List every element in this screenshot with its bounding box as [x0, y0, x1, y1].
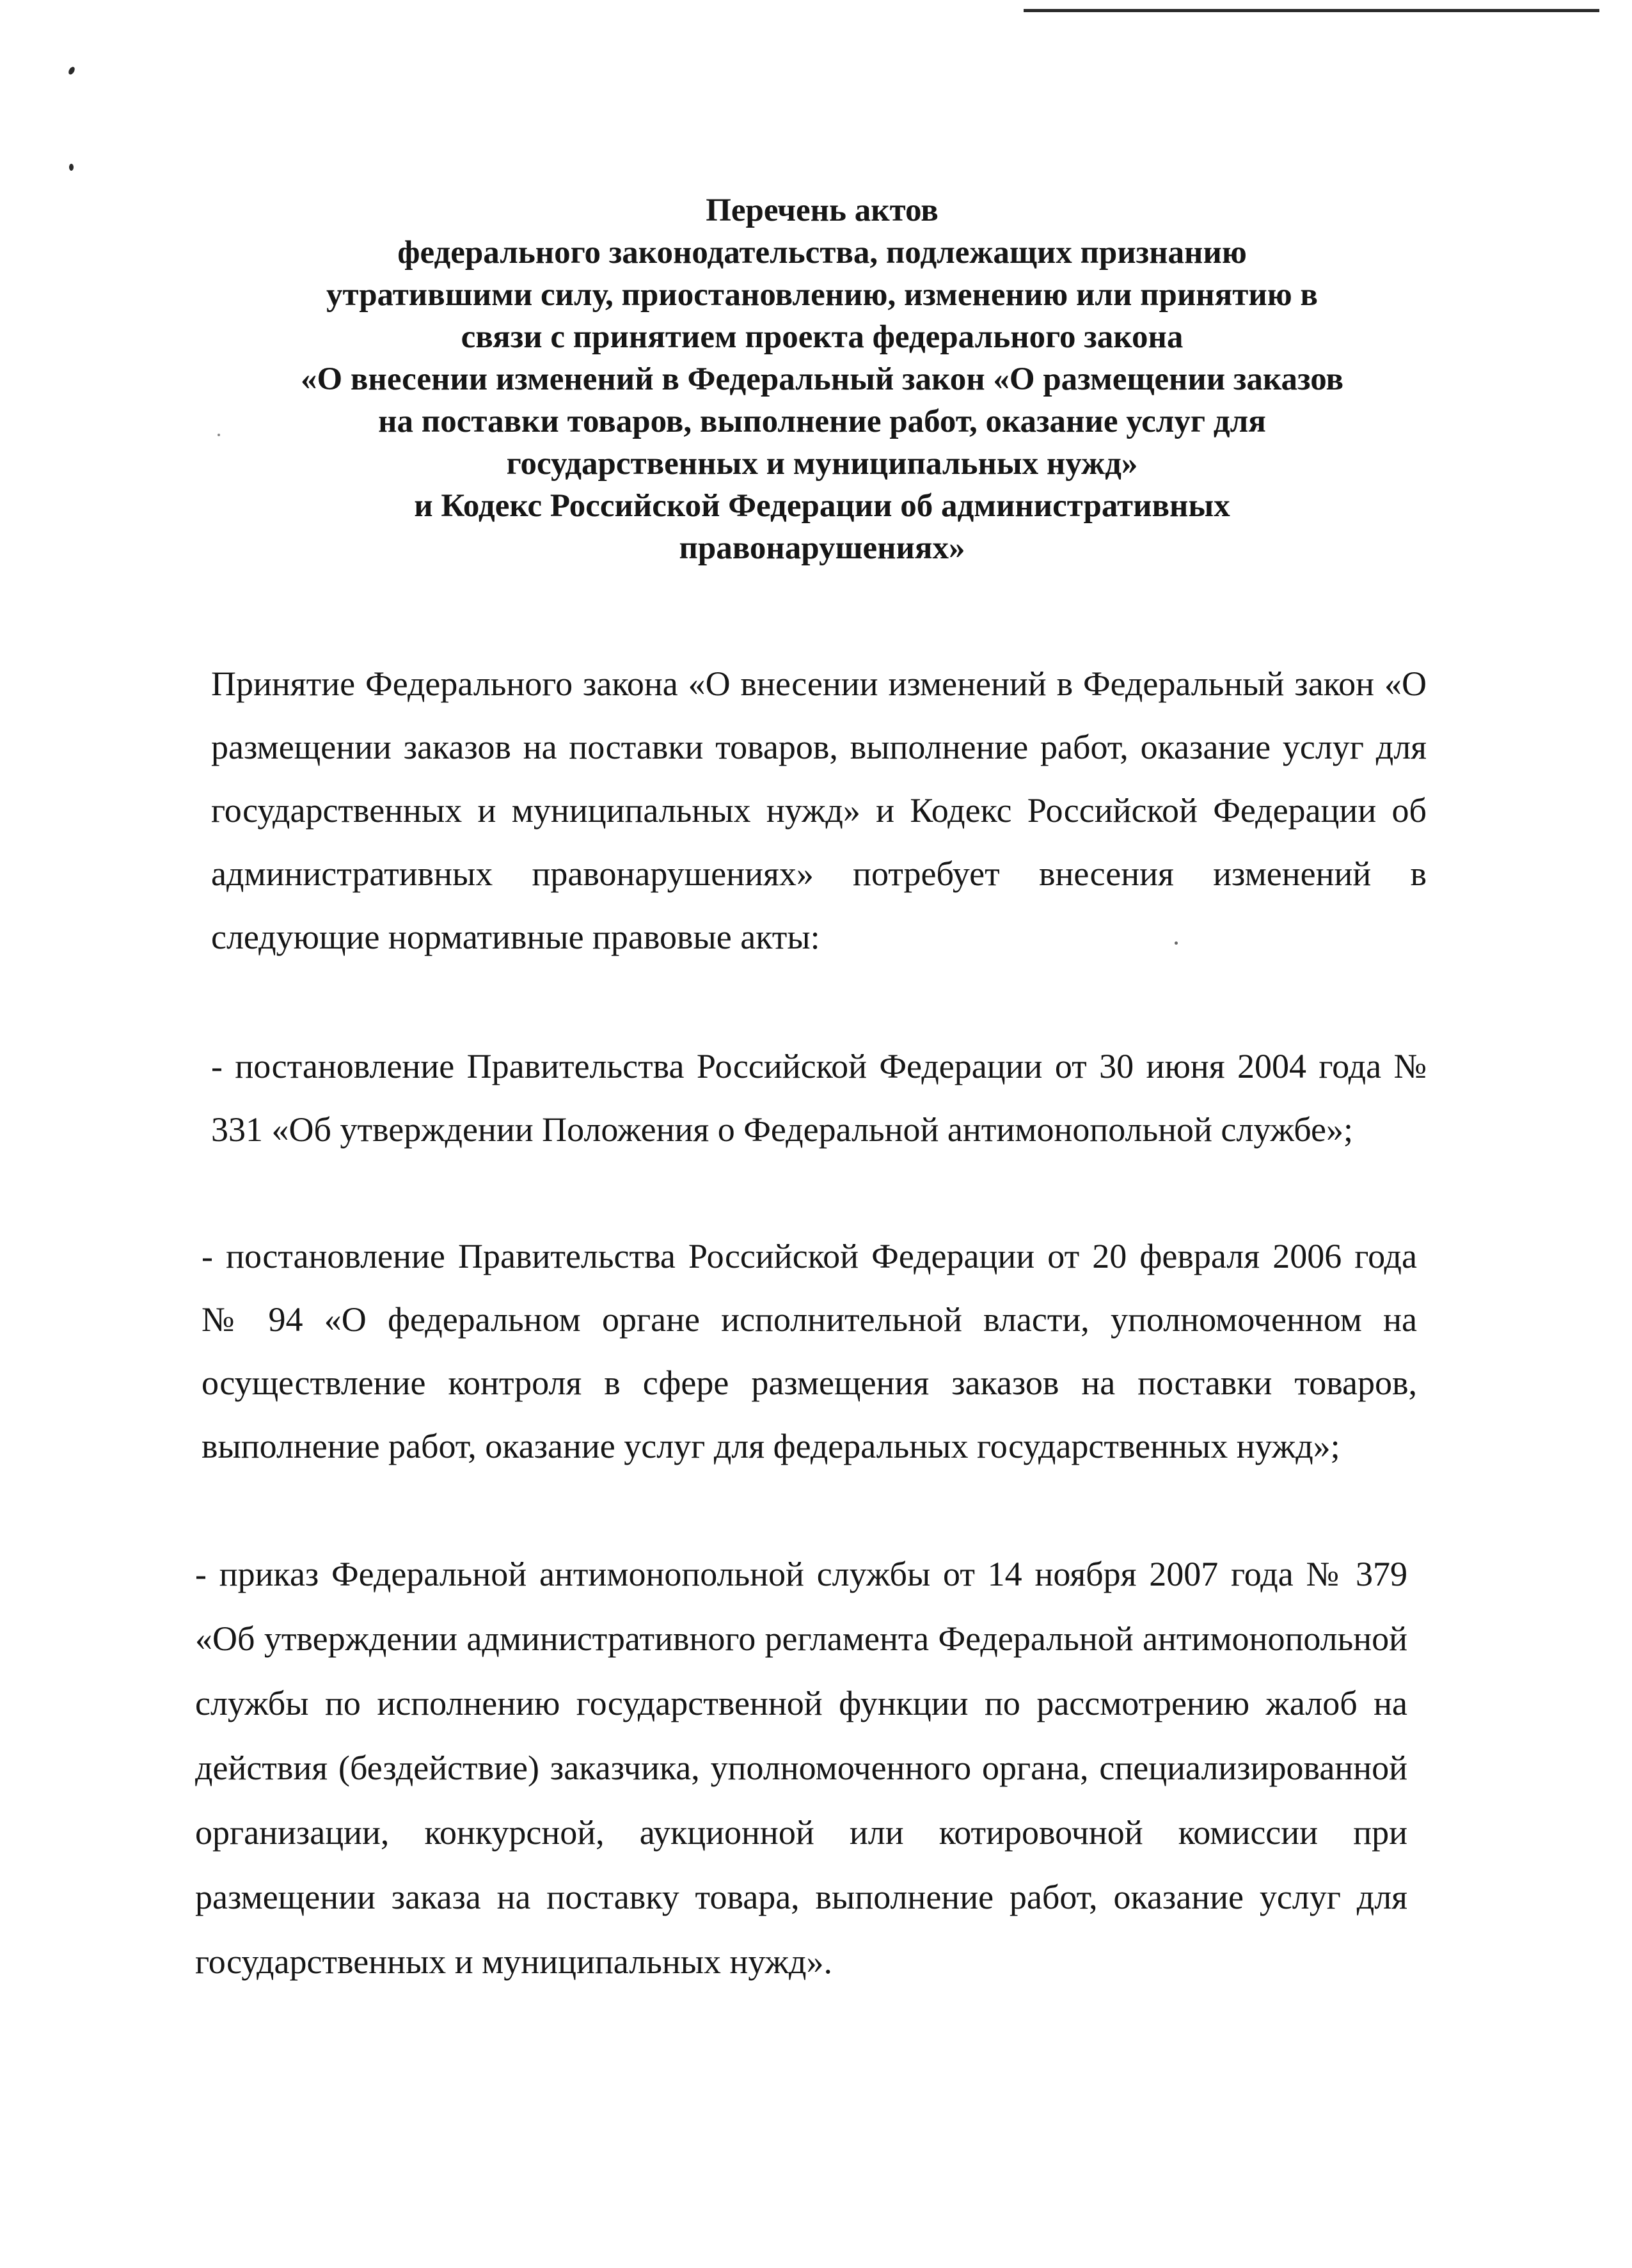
title-line: правонарушениях»	[679, 530, 965, 566]
title-line: федерального законодательства, подлежащих признанию	[397, 235, 1247, 271]
scan-speck	[69, 164, 74, 171]
scan-speck	[67, 66, 75, 75]
list-item-fas-order-379: - приказ Федеральной антимонопольной службы от 14 ноября 2007 года № 379 «Об утверждении административного регламента Федеральной антимонопольной службы по исполнению государственной функции по рассмотрению жалоб на действия (бездействие) заказчика, уполномоченного органа, специализированной организации, конкурсной, аукционной или котировочной комиссии при размещении заказа на поставку товара, выполнение работ, оказание услуг для государственных и муниципальных нужд».	[195, 1555, 1407, 1981]
list-item-government-decree-331: - постановление Правительства Российской Федерации от 30 июня 2004 года № 331 «Об утверждении Положения о Федеральной антимонопольной службе»;	[211, 1047, 1427, 1149]
title-line: связи с принятием проекта федерального закона	[461, 319, 1184, 355]
title-line: «О внесении изменений в Федеральный закон «О размещении заказов	[300, 361, 1344, 397]
title-line: и Кодекс Российской Федерации об административных	[414, 488, 1230, 524]
title-line: Перечень актов	[706, 193, 939, 228]
title-line: утратившими силу, приостановлению, изменению или принятию в	[326, 277, 1318, 313]
list-item-government-decree-94: - постановление Правительства Российской Федерации от 20 февраля 2006 года № 94 «О федеральном органе исполнительной власти, уполномоченном на осуществление контроля в сфере размещения заказов на поставки товаров, выполнение работ, оказание услуг для федеральных государственных нужд»;	[202, 1237, 1417, 1465]
document-title	[211, 189, 1433, 569]
scan-edge-line	[1024, 9, 1599, 12]
intro-paragraph: Принятие Федерального закона «О внесении изменений в Федеральный закон «О размещении заказов на поставки товаров, выполнение работ, оказание услуг для государственных и муниципальных нужд» и Кодекс Российской Федерации об административных правонарушениях» потребует внесения изменений в следующие нормативные правовые акты:	[211, 665, 1427, 956]
title-line: государственных и муниципальных нужд»	[506, 446, 1138, 482]
title-line: на поставки товаров, выполнение работ, оказание услуг для	[378, 404, 1266, 439]
